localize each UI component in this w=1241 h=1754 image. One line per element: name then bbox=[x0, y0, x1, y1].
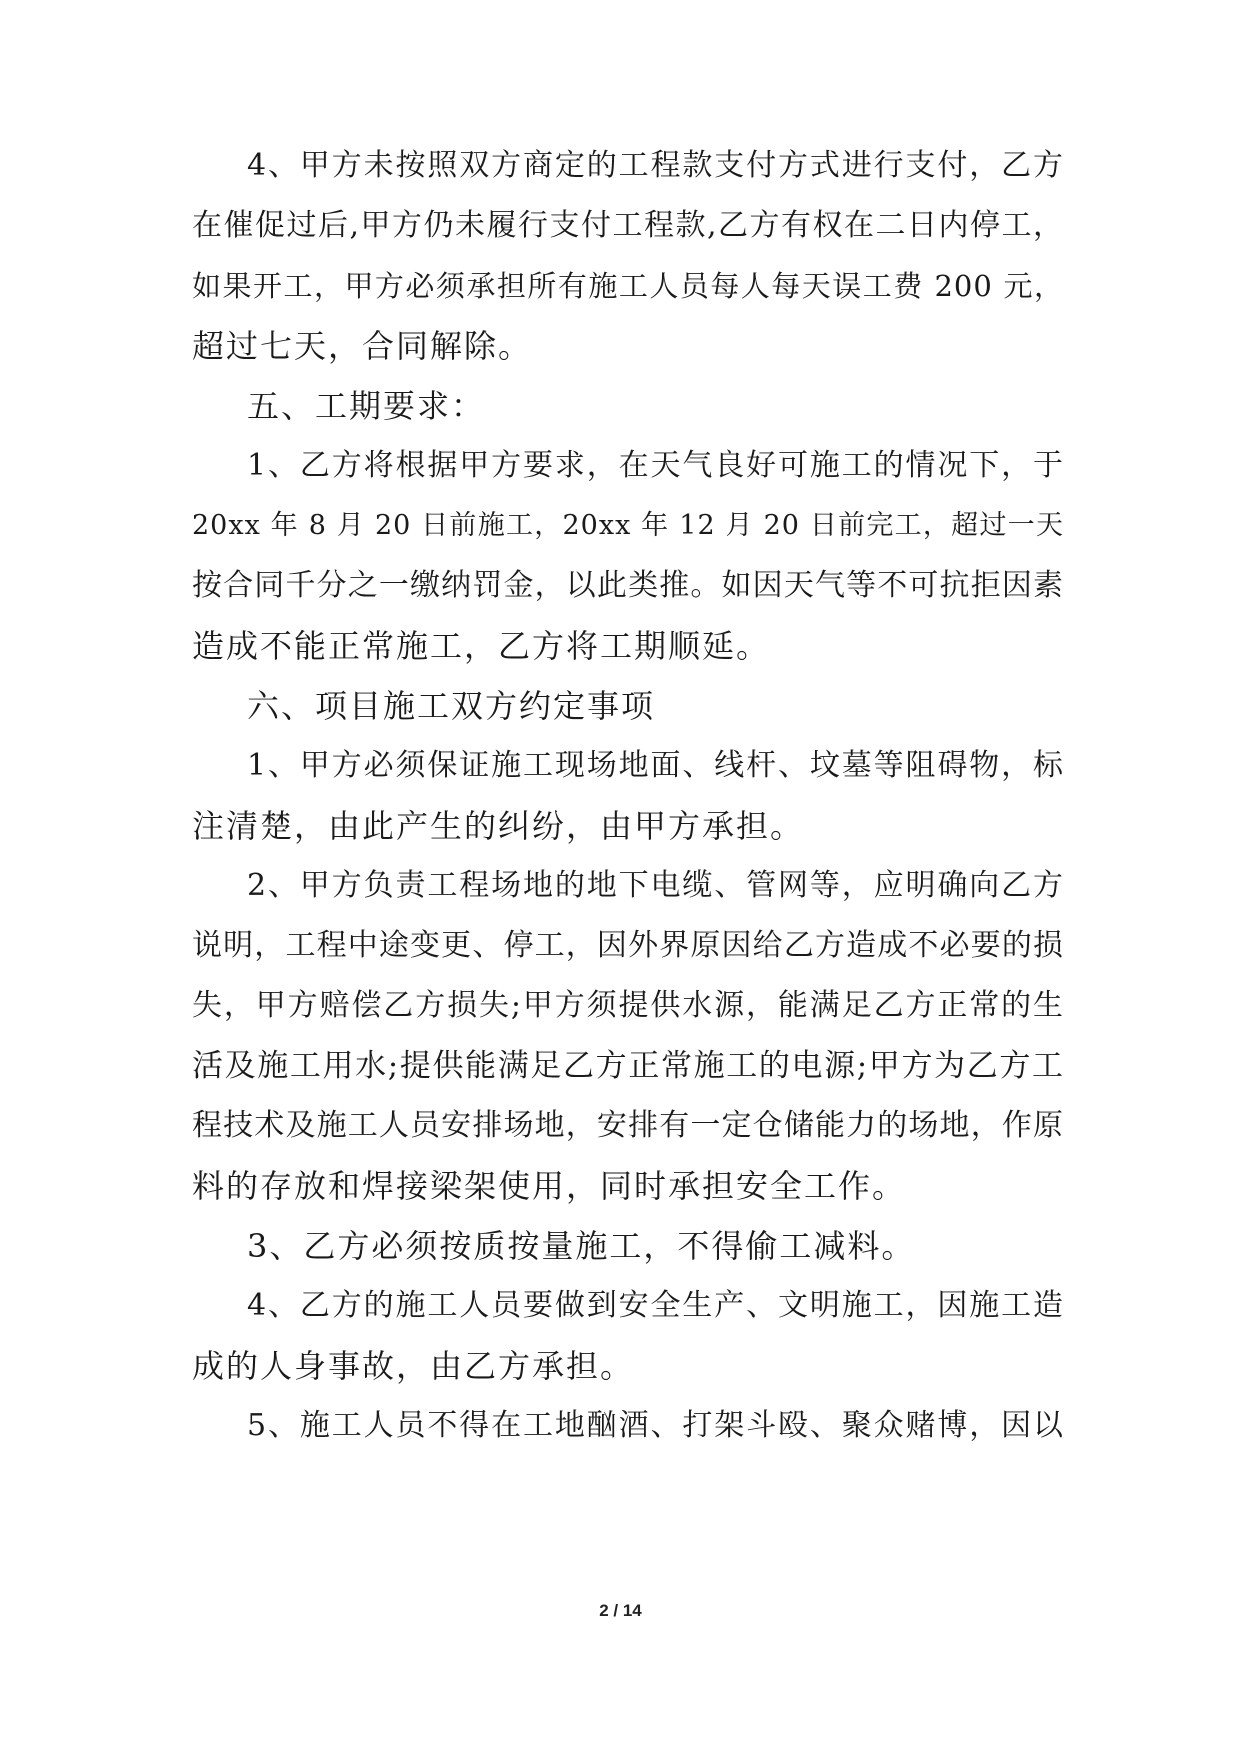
paragraph-line: 如果开工，甲方必须承担所有施工人员每人每天误工费 200 元， bbox=[192, 269, 1064, 303]
section-heading: 五、工期要求： bbox=[247, 387, 486, 425]
paragraph-line: 活及施工用水;提供能满足乙方正常施工的电源;甲方为乙方工 bbox=[192, 1048, 1064, 1084]
paragraph-line: 成的人身事故，由乙方承担。 bbox=[192, 1347, 635, 1385]
paragraph-line: 4、甲方未按照双方商定的工程款支付方式进行支付，乙方 bbox=[247, 148, 1064, 183]
paragraph-line: 料的存放和焊接梁架使用，同时承担安全工作。 bbox=[192, 1167, 907, 1205]
section-heading: 六、项目施工双方约定事项 bbox=[247, 687, 656, 725]
paragraph-line: 注清楚，由此产生的纠纷，由甲方承担。 bbox=[192, 807, 805, 845]
paragraph-line: 5、施工人员不得在工地酗酒、打架斗殴、聚众赌博，因以 bbox=[247, 1408, 1064, 1443]
page-number: 2 / 14 bbox=[599, 1601, 642, 1620]
paragraph-line: 失，甲方赔偿乙方损失;甲方须提供水源，能满足乙方正常的生 bbox=[192, 988, 1064, 1023]
paragraph-line: 超过七天，合同解除。 bbox=[192, 327, 533, 365]
paragraph-line: 2、甲方负责工程场地的地下电缆、管网等，应明确向乙方 bbox=[247, 868, 1064, 903]
paragraph-line: 20xx 年 8 月 20 日前施工，20xx 年 12 月 20 日前完工，超过一天 bbox=[192, 510, 1064, 541]
paragraph-line: 4、乙方的施工人员要做到安全生产、文明施工，因施工造 bbox=[247, 1288, 1064, 1323]
paragraph-line: 在催促过后,甲方仍未履行支付工程款,乙方有权在二日内停工， bbox=[192, 208, 1064, 243]
paragraph-line: 说明，工程中途变更、停工，因外界原因给乙方造成不必要的损 bbox=[192, 928, 1064, 963]
paragraph-line: 按合同千分之一缴纳罚金，以此类推。如因天气等不可抗拒因素 bbox=[192, 568, 1064, 603]
paragraph-line: 1、甲方必须保证施工现场地面、线杆、坟墓等阻碍物，标 bbox=[247, 748, 1064, 783]
paragraph-line: 1、乙方将根据甲方要求，在天气良好可施工的情况下，于 bbox=[247, 448, 1064, 483]
paragraph-line: 造成不能正常施工，乙方将工期顺延。 bbox=[192, 627, 771, 665]
paragraph-line: 3、乙方必须按质按量施工，不得偷工减料。 bbox=[247, 1227, 916, 1265]
paragraph-line: 程技术及施工人员安排场地，安排有一定仓储能力的场地，作原 bbox=[192, 1108, 1064, 1143]
